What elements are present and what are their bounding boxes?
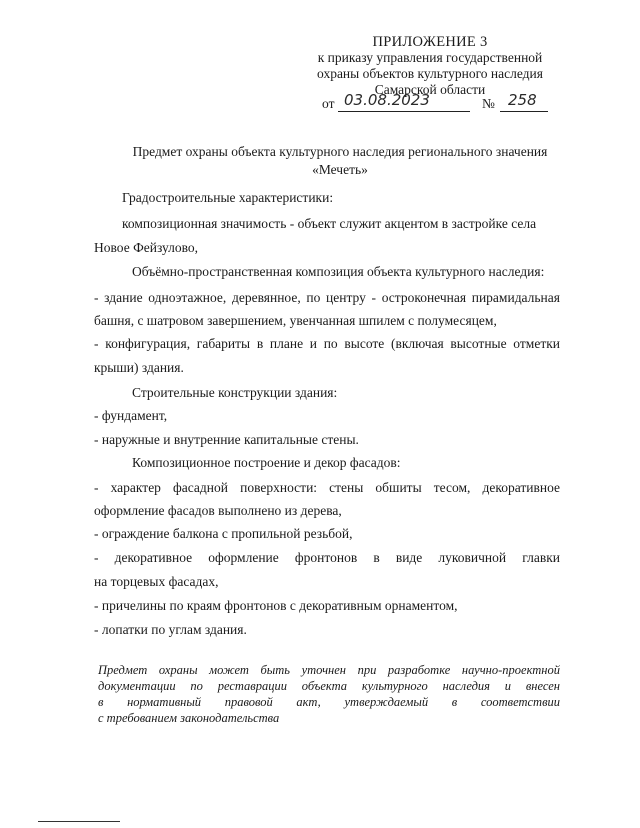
date-underline	[338, 111, 470, 112]
footer-divider	[38, 821, 120, 822]
facade-surface-line1: - характер фасадной поверхности: стены обшиты тесом, декоративное	[94, 480, 560, 495]
foundation-item: - фундамент,	[94, 408, 168, 423]
note-line2: документации по реставрации объекта культурного наследия и внесен	[98, 679, 560, 693]
handwritten-date: 03.08.2023	[344, 91, 430, 109]
gable-decor-line1: - декоративное оформление фронтонов в виде луковичной главки	[94, 550, 560, 565]
date-number-line	[322, 91, 562, 114]
appendix-title: ПРИЛОЖЕНИЕ 3	[372, 34, 488, 50]
handwritten-number: 258	[508, 91, 537, 109]
building-description-line1: - здание одноэтажное, деревянное, по центру - остроконечная пирамидальная	[94, 290, 560, 305]
document-title	[90, 143, 590, 179]
configuration-line2: крыши) здания.	[94, 360, 184, 375]
note-line3: в нормативный правовой акт, утверждаемый в соответствии	[98, 695, 560, 709]
header-region-line: Самарской области	[374, 82, 486, 97]
number-underline	[500, 111, 548, 112]
number-prefix: №	[482, 96, 495, 111]
facade-surface-line2: оформление фасадов выполнено из дерева,	[94, 503, 342, 518]
document-title-line2: «Мечеть»	[312, 162, 368, 177]
structures-heading: Строительные конструкции здания:	[132, 385, 338, 400]
compositional-significance-line1: композиционная значимость - объект служит акцентом в застройке села	[122, 216, 537, 231]
appendix-header	[300, 34, 560, 98]
configuration-line1: - конфигурация, габариты в плане и по высоте (включая высотные отметки	[94, 336, 560, 351]
date-prefix: от	[322, 96, 335, 111]
gable-decor-line2: на торцевых фасадах,	[94, 574, 219, 589]
volumetric-composition-heading: Объёмно-пространственная композиция объекта культурного наследия:	[132, 264, 545, 279]
note-block	[98, 662, 560, 726]
facade-decor-heading: Композиционное построение и декор фасадов:	[132, 455, 401, 470]
header-authority-line: охраны объектов культурного наследия	[317, 66, 543, 81]
building-description-line2: башня, с шатровом завершением, увенчанная шпилем с полумесяцем,	[94, 313, 497, 328]
bargeboards-item: - причелины по краям фронтонов с декоративным орнаментом,	[94, 598, 458, 613]
pilasters-item: - лопатки по углам здания.	[94, 622, 247, 637]
balcony-railing-item: - ограждение балкона с пропильной резьбой,	[94, 526, 353, 541]
compositional-significance-line2: Новое Фейзулово,	[94, 240, 199, 255]
document-title-line1: Предмет охраны объекта культурного наследия регионального значения	[132, 144, 548, 159]
note-line1: Предмет охраны может быть уточнен при разработке научно-проектной	[98, 663, 560, 677]
walls-item: - наружные и внутренние капитальные стены.	[94, 432, 359, 447]
urban-planning-heading: Градостроительные характеристики:	[122, 190, 334, 205]
header-order-line: к приказу управления государственной	[317, 50, 543, 65]
note-line4: с требованием законодательства	[98, 711, 280, 725]
